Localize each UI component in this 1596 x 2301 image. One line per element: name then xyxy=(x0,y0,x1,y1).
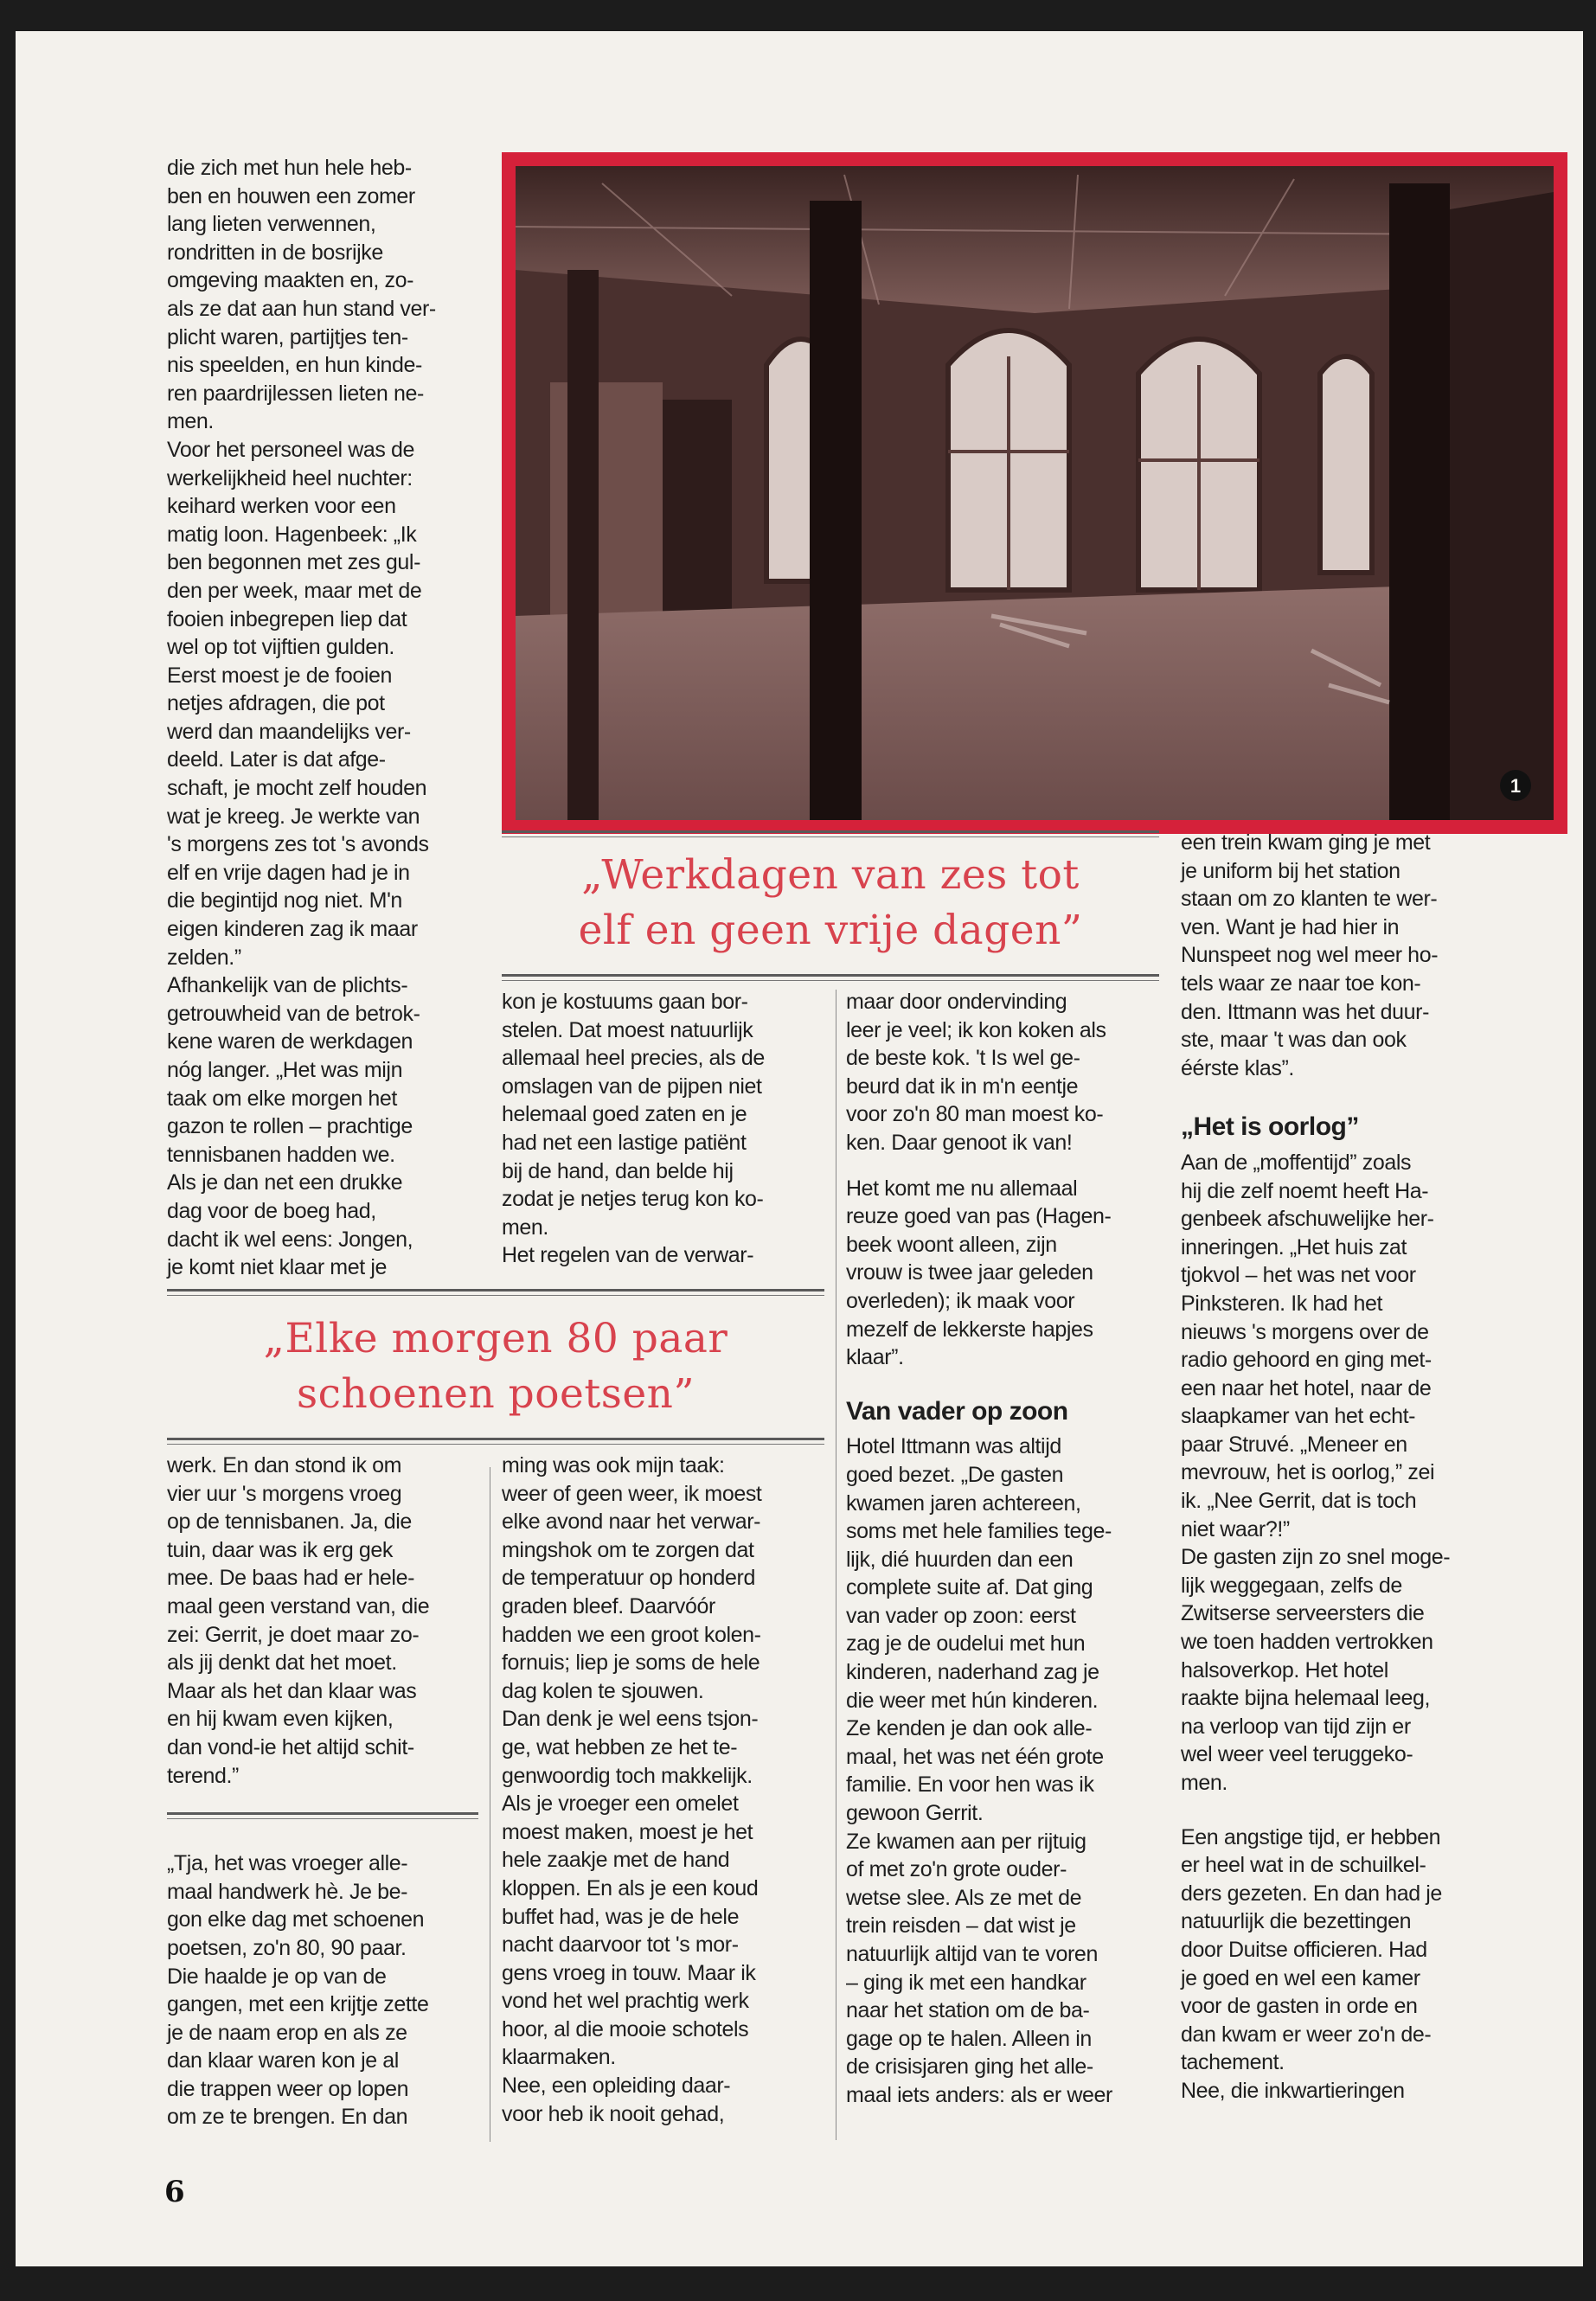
text-line: tuin, daar was ik erg gek xyxy=(167,1537,393,1562)
text-line: beurd dat ik in m'n eentje xyxy=(846,1074,1079,1099)
text-line: slaapkamer van het echt- xyxy=(1181,1404,1416,1429)
text-line: lang lieten verwennen, xyxy=(167,212,376,237)
text-line: Dan denk je wel eens tsjon- xyxy=(502,1707,759,1732)
text-line: ste, maar 't was dan ook xyxy=(1181,1028,1407,1053)
text-line: matig loon. Hagenbeek: „Ik xyxy=(167,522,417,547)
pull-quote-top-line-2: elf en geen vrije dagen” xyxy=(578,907,1083,954)
text-line: genwoordig toch makkelijk. xyxy=(502,1763,753,1788)
text-line: gens vroeg in touw. Maar ik xyxy=(502,1960,756,1985)
text-line: maal handwerk hè. Je be- xyxy=(167,1879,408,1904)
text-line: goed bezet. „De gasten xyxy=(846,1462,1064,1487)
text-line: Eerst moest je de fooien xyxy=(167,663,392,688)
pull-quote-bottom-line-1: „Elke morgen 80 paar xyxy=(263,1315,728,1362)
text-line: Het komt me nu allemaal xyxy=(846,1176,1078,1201)
text-line: werd dan maandelijks ver- xyxy=(167,719,411,744)
text-line: had net een lastige patiënt xyxy=(502,1130,747,1155)
text-line: Maar als het dan klaar was xyxy=(167,1678,417,1703)
text-line: trein reisden – dat wist je xyxy=(846,1913,1076,1939)
text-line: bij de hand, dan belde hij xyxy=(502,1158,734,1183)
pull-quote-top-line-1: „Werkdagen van zes tot xyxy=(581,851,1080,899)
text-line: tjokvol – het was net voor xyxy=(1181,1263,1416,1288)
text-line: kon je kostuums gaan bor- xyxy=(502,990,748,1014)
text-line: na verloop van tijd zijn er xyxy=(1181,1714,1411,1739)
text-line: allemaal heel precies, als de xyxy=(502,1046,765,1071)
text-line: tennisbanen hadden we. xyxy=(167,1142,395,1167)
column-1-bottom-text xyxy=(167,1452,487,2131)
text-line: dacht ik wel eens: Jongen, xyxy=(167,1227,413,1252)
text-line: hoor, al die mooie schotels xyxy=(502,2016,749,2041)
text-line: of met zo'n grote ouder- xyxy=(846,1857,1067,1882)
column-4-paragraph-3 xyxy=(1181,1823,1501,2106)
pull-quote-bottom-line-2: schoenen poetsen” xyxy=(297,1370,695,1418)
text-line: voor heb ik nooit gehad, xyxy=(502,2101,725,2126)
text-line: je uniform bij het station xyxy=(1181,858,1401,883)
text-line: hij die zelf noemt heeft Ha- xyxy=(1181,1178,1429,1203)
text-line: lijk, dié huurden dan een xyxy=(846,1547,1074,1572)
text-line: Een angstige tijd, er hebben xyxy=(1181,1824,1441,1849)
text-line: we toen hadden vertrokken xyxy=(1181,1630,1433,1655)
text-line: door Duitse officieren. Had xyxy=(1181,1937,1427,1962)
text-line: tachement. xyxy=(1181,2050,1285,2075)
text-line: wel weer veel teruggeko- xyxy=(1181,1742,1413,1767)
text-line: buffet had, was je de hele xyxy=(502,1904,740,1929)
text-line: die zich met hun hele heb- xyxy=(167,156,412,180)
subhead-het-is-oorlog: „Het is oorlog” xyxy=(1181,1112,1359,1142)
text-line: hele zaakje met de hand xyxy=(502,1848,730,1873)
text-line: gangen, met een krijtje zette xyxy=(167,1992,429,2017)
text-line: Voor het personeel was de xyxy=(167,437,415,462)
text-line: je de naam erop en als ze xyxy=(167,2020,407,2045)
text-line: Nee, die inkwartieringen xyxy=(1181,2078,1405,2103)
text-line: soms met hele families tege- xyxy=(846,1519,1112,1544)
text-line: stelen. Dat moest natuurlijk xyxy=(502,1017,753,1042)
text-line: men. xyxy=(167,409,214,434)
text-line: netjes afdragen, die pot xyxy=(167,691,385,716)
text-line: mevrouw, het is oorlog,” zei xyxy=(1181,1460,1435,1485)
text-line: éérste klas”. xyxy=(1181,1055,1294,1080)
text-line: Nunspeet nog wel meer ho- xyxy=(1181,943,1439,968)
text-line: de beste kok. 't Is wel ge- xyxy=(846,1046,1080,1071)
text-line: terend.” xyxy=(167,1763,239,1788)
quote-top-rule-lower xyxy=(502,974,1159,977)
text-line: Ze kwamen aan per rijtuig xyxy=(846,1829,1086,1854)
text-line: klaarmaken. xyxy=(502,2045,616,2070)
text-line: men. xyxy=(1181,1771,1227,1795)
text-line: een trein kwam ging je met xyxy=(1181,830,1431,855)
text-line: wat je kreeg. Je werkte van xyxy=(167,804,420,829)
text-line: dan vond-ie het altijd schit- xyxy=(167,1734,414,1759)
text-line: ming was ook mijn taak: xyxy=(502,1453,725,1477)
text-line: maar door ondervinding xyxy=(846,990,1067,1014)
text-line: zelden.” xyxy=(167,945,241,970)
text-line: je goed en wel een kamer xyxy=(1181,1965,1420,1990)
subhead-van-vader-op-zoon: Van vader op zoon xyxy=(846,1396,1068,1426)
text-line: Die haalde je op van de xyxy=(167,1964,387,1989)
text-line: Als je dan net een drukke xyxy=(167,1170,403,1195)
quote-bottom-rule-lower xyxy=(167,1438,824,1440)
text-line: Pinksteren. Ik had het xyxy=(1181,1291,1383,1316)
hotel-interior-photo xyxy=(516,166,1554,820)
text-line: omgeving maakten en, zo- xyxy=(167,268,414,293)
column-4-paragraph-2 xyxy=(1181,1149,1501,1798)
text-line: mezelf de lekkerste hapjes xyxy=(846,1317,1093,1342)
text-line: werk. En dan stond ik om xyxy=(167,1453,402,1477)
text-line: mingshok om te zorgen dat xyxy=(502,1537,754,1562)
text-line: natuurlijk altijd van te voren xyxy=(846,1942,1098,1966)
text-line: je komt niet klaar met je xyxy=(167,1255,387,1280)
text-line: tels waar ze naar toe kon- xyxy=(1181,971,1421,996)
text-line: graden bleef. Daarvóór xyxy=(502,1593,715,1618)
text-line: vier uur 's morgens vroeg xyxy=(167,1481,402,1506)
text-line: maal geen verstand van, die xyxy=(167,1593,430,1618)
column-3-text xyxy=(846,988,1166,2110)
text-line: lijk weggegaan, zelfs de xyxy=(1181,1573,1402,1598)
text-line: die weer met hún kinderen. xyxy=(846,1688,1099,1713)
text-line: Aan de „moffentijd” zoals xyxy=(1181,1150,1412,1175)
text-line: er heel wat in de schuilkel- xyxy=(1181,1853,1426,1878)
column-4-paragraph-1 xyxy=(1181,829,1501,1082)
text-line: natuurlijk die bezettingen xyxy=(1181,1909,1412,1934)
text-line: gazon te rollen – prachtige xyxy=(167,1114,413,1139)
text-line: gage op te halen. Alleen in xyxy=(846,2026,1092,2051)
column-2-top-text xyxy=(502,988,822,1270)
text-line: deeld. Later is dat afge- xyxy=(167,747,386,772)
magazine-page xyxy=(16,31,1583,2266)
photo-number-label: 1 xyxy=(1509,775,1522,797)
text-line: voor de gasten in orde en xyxy=(1181,1994,1418,2019)
text-line: wel op tot vijftien gulden. xyxy=(167,635,394,660)
column-1-top-text xyxy=(167,154,487,1282)
text-line: Ze kenden je dan ook alle- xyxy=(846,1716,1093,1741)
text-line: gewoon Gerrit. xyxy=(846,1801,984,1826)
quote-top-rule-upper xyxy=(502,830,1159,833)
text-line: vond het wel prachtig werk xyxy=(502,1989,749,2014)
text-line: nóg langer. „Het was mijn xyxy=(167,1058,403,1082)
text-line: getrouwheid van de betrok- xyxy=(167,1001,420,1026)
text-line: ken. Daar genoot ik van! xyxy=(846,1130,1073,1155)
quote-bottom-rule-upper xyxy=(167,1289,824,1292)
column-3-paragraph-2 xyxy=(846,1175,1166,1372)
text-line: kinderen, naderhand zag je xyxy=(846,1660,1099,1685)
text-line: mee. De baas had er hele- xyxy=(167,1566,415,1591)
text-line: paar Struvé. „Meneer en xyxy=(1181,1432,1407,1457)
text-line: men. xyxy=(502,1215,548,1240)
text-line: zei: Gerrit, je doet maar zo- xyxy=(167,1622,420,1647)
text-line: een naar het hotel, naar de xyxy=(1181,1375,1432,1400)
text-line: gon elke dag met schoenen xyxy=(167,1907,425,1932)
text-line: nis speelden, en hun kinde- xyxy=(167,353,422,378)
text-line: dan klaar waren kon je al xyxy=(167,2048,399,2073)
text-line: raakte bijna helemaal leeg, xyxy=(1181,1686,1431,1711)
text-line: de temperatuur op honderd xyxy=(502,1566,755,1591)
pull-quote-bottom xyxy=(167,1311,824,1422)
photo-frame xyxy=(502,152,1567,834)
text-line: beek woont alleen, zijn xyxy=(846,1232,1057,1257)
text-line: als jij denkt dat het moet. xyxy=(167,1650,397,1676)
text-line: „Tja, het was vroeger alle- xyxy=(167,1851,408,1876)
text-line: werkelijkheid heel nuchter: xyxy=(167,465,413,490)
text-line: van vader op zoon: eerst xyxy=(846,1603,1076,1628)
text-line: den per week, maar met de xyxy=(167,578,422,603)
text-line: leer je veel; ik kon koken als xyxy=(846,1017,1106,1042)
column-1-bottom-paragraph-1 xyxy=(167,1452,487,1790)
column-2-bottom-text xyxy=(502,1452,822,2128)
pull-quote-top xyxy=(502,848,1159,958)
text-line: – ging ik met een handkar xyxy=(846,1970,1086,1995)
text-line: kene waren de werkdagen xyxy=(167,1029,413,1054)
text-line: de crisisjaren ging het alle- xyxy=(846,2054,1093,2080)
text-line: keihard werken voor een xyxy=(167,494,396,519)
text-line: helemaal goed zaten en je xyxy=(502,1102,747,1127)
page-number: 6 xyxy=(164,2175,185,2209)
text-line: om ze te brengen. En dan xyxy=(167,2105,408,2130)
text-line: schaft, je mocht zelf houden xyxy=(167,776,427,801)
text-line: die trappen weer op lopen xyxy=(167,2076,409,2101)
text-line: familie. En voor hen was ik xyxy=(846,1772,1094,1798)
text-line: eigen kinderen zag ik maar xyxy=(167,917,418,942)
text-line: niet waar?!” xyxy=(1181,1516,1290,1541)
column-3-paragraph-3 xyxy=(846,1433,1166,2109)
text-line: ben begonnen met zes gul- xyxy=(167,550,420,575)
text-line: klaar”. xyxy=(846,1345,904,1370)
text-line: als ze dat aan hun stand ver- xyxy=(167,296,436,321)
text-line: radio gehoord en ging met- xyxy=(1181,1348,1432,1373)
text-line: elke avond naar het verwar- xyxy=(502,1509,761,1535)
text-line: halsoverkop. Het hotel xyxy=(1181,1657,1388,1682)
text-line: maal iets anders: als er weer xyxy=(846,2082,1112,2107)
text-line: Hotel Ittmann was altijd xyxy=(846,1434,1061,1459)
text-line: staan om zo klanten te wer- xyxy=(1181,887,1438,912)
text-line: Nee, een opleiding daar- xyxy=(502,2073,731,2099)
text-line: ren paardrijlessen lieten ne- xyxy=(167,381,424,406)
text-line: ders gezeten. En dan had je xyxy=(1181,1881,1442,1906)
text-line: op de tennisbanen. Ja, die xyxy=(167,1509,412,1535)
text-line: wetse slee. Als ze met de xyxy=(846,1885,1082,1910)
text-line: ge, wat hebben ze het te- xyxy=(502,1734,738,1759)
text-line: voor zo'n 80 man moest ko- xyxy=(846,1102,1104,1127)
text-line: rondritten in de bosrijke xyxy=(167,240,383,265)
text-line: weer of geen weer, ik moest xyxy=(502,1481,762,1506)
text-line: hadden we een groot kolen- xyxy=(502,1622,761,1647)
text-line: vrouw is twee jaar geleden xyxy=(846,1260,1093,1285)
text-line: 's morgens zes tot 's avonds xyxy=(167,832,429,857)
text-line: ik. „Nee Gerrit, dat is toch xyxy=(1181,1489,1417,1514)
text-line: Het regelen van de verwar- xyxy=(502,1243,754,1268)
text-line: dan kwam er weer zo'n de- xyxy=(1181,2022,1432,2047)
text-line: inneringen. „Het huis zat xyxy=(1181,1234,1407,1259)
text-line: overleden); ik maak voor xyxy=(846,1288,1075,1313)
text-line: De gasten zijn zo snel moge- xyxy=(1181,1545,1451,1570)
text-line: elf en vrije dagen had je in xyxy=(167,860,410,885)
text-line: zodat je netjes terug kon ko- xyxy=(502,1187,764,1212)
text-line: genbeek afschuwelijke her- xyxy=(1181,1207,1434,1232)
text-line: ben en houwen een zomer xyxy=(167,183,415,208)
column-3-paragraph-1 xyxy=(846,988,1166,1157)
text-line: Zwitserse serveersters die xyxy=(1181,1601,1425,1626)
text-line: kwamen jaren achtereen, xyxy=(846,1490,1081,1516)
text-line: reuze goed van pas (Hagen- xyxy=(846,1204,1112,1229)
text-line: die begintijd nog niet. M'n xyxy=(167,888,402,913)
text-line: Afhankelijk van de plichts- xyxy=(167,973,408,998)
column-1-bottom-paragraph-2 xyxy=(167,1849,487,2131)
text-line: zag je de oudelui met hun xyxy=(846,1631,1086,1657)
column-1-bottom-rule xyxy=(167,1812,478,1815)
text-line: kloppen. En als je een koud xyxy=(502,1875,759,1900)
text-line: fooien inbegrepen liep dat xyxy=(167,606,407,631)
text-line: poetsen, zo'n 80, 90 paar. xyxy=(167,1935,407,1960)
text-line: moest maken, moest je het xyxy=(502,1819,753,1844)
text-line: dag kolen te sjouwen. xyxy=(502,1678,704,1703)
text-line: naar het station om de ba- xyxy=(846,1998,1090,2023)
text-line: nieuws 's morgens over de xyxy=(1181,1319,1429,1344)
text-line: taak om elke morgen het xyxy=(167,1086,397,1111)
text-line: fornuis; liep je soms de hele xyxy=(502,1650,760,1676)
text-line: ven. Want je had hier in xyxy=(1181,914,1400,939)
text-line: en hij kwam even kijken, xyxy=(167,1707,394,1732)
text-line: plicht waren, partijtjes ten- xyxy=(167,324,408,349)
text-line: den. Ittmann was het duur- xyxy=(1181,999,1429,1024)
text-line: Als je vroeger een omelet xyxy=(502,1791,739,1817)
text-line: nacht daarvoor tot 's mor- xyxy=(502,1932,739,1958)
column-4-text xyxy=(1181,829,1501,2106)
text-line: omslagen van de pijpen niet xyxy=(502,1074,762,1099)
text-line: complete suite af. Dat ging xyxy=(846,1575,1093,1600)
text-line: dag voor de boeg had, xyxy=(167,1198,376,1223)
text-line: maal, het was net één grote xyxy=(846,1744,1104,1769)
